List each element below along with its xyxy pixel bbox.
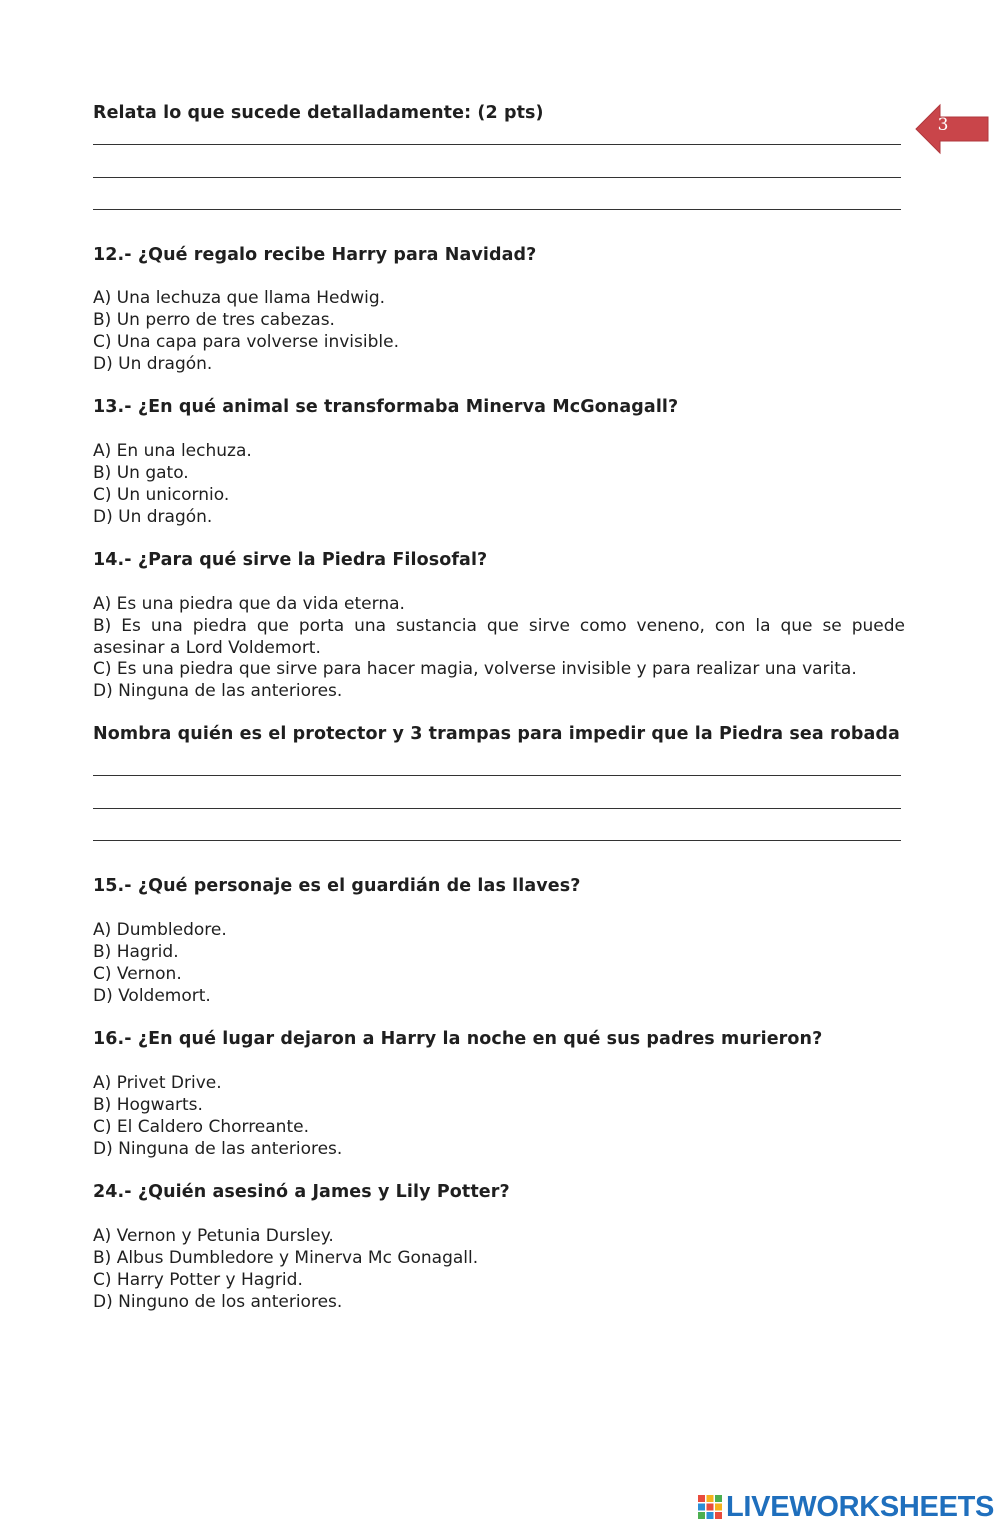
logo-blocks-icon — [698, 1495, 722, 1519]
answer-line-2[interactable] — [93, 177, 901, 178]
q13-option-b[interactable]: B) Un gato. — [93, 463, 189, 483]
q13-option-c[interactable]: C) Un unicornio. — [93, 485, 230, 505]
q12-option-d[interactable]: D) Un dragón. — [93, 354, 213, 374]
q15-option-d[interactable]: D) Voldemort. — [93, 986, 211, 1006]
q15-option-b[interactable]: B) Hagrid. — [93, 942, 179, 962]
q16-option-a[interactable]: A) Privet Drive. — [93, 1073, 222, 1093]
answer-line-5[interactable] — [93, 808, 901, 809]
answer-line-6[interactable] — [93, 840, 901, 841]
answer-line-3[interactable] — [93, 209, 901, 210]
page-number: 3 — [937, 115, 949, 135]
liveworksheets-logo[interactable] — [698, 1492, 998, 1522]
logo-wordmark: LIVEWORKSHEETS — [726, 1491, 995, 1523]
nombra-heading: Nombra quién es el protector y 3 trampas para impedir que la Piedra sea robada — [93, 724, 900, 744]
question-15-heading: 15.- ¿Qué personaje es el guardián de las llaves? — [93, 876, 581, 896]
q14-option-b[interactable]: B) Es una piedra que porta una sustancia que sirve como veneno, con la que se puede asesinar a Lord Voldemort. — [93, 616, 905, 658]
q13-option-a[interactable]: A) En una lechuza. — [93, 441, 252, 461]
answer-line-4[interactable] — [93, 775, 901, 776]
q14-option-c[interactable]: C) Es una piedra que sirve para hacer magia, volverse invisible y para realizar una varita. — [93, 659, 857, 679]
q24-option-a[interactable]: A) Vernon y Petunia Dursley. — [93, 1226, 334, 1246]
q15-option-c[interactable]: C) Vernon. — [93, 964, 182, 984]
answer-line-1[interactable] — [93, 144, 901, 145]
q16-option-c[interactable]: C) El Caldero Chorreante. — [93, 1117, 309, 1137]
q24-option-d[interactable]: D) Ninguno de los anteriores. — [93, 1292, 343, 1312]
question-16-heading: 16.- ¿En qué lugar dejaron a Harry la noche en qué sus padres murieron? — [93, 1029, 823, 1049]
q12-option-a[interactable]: A) Una lechuza que llama Hedwig. — [93, 288, 386, 308]
page-number-badge — [914, 103, 990, 155]
question-13-heading: 13.- ¿En qué animal se transformaba Minerva McGonagall? — [93, 397, 679, 417]
question-24-heading: 24.- ¿Quién asesinó a James y Lily Potter? — [93, 1182, 510, 1202]
relata-heading: Relata lo que sucede detalladamente: (2 pts) — [93, 103, 544, 123]
question-12-heading: 12.- ¿Qué regalo recibe Harry para Navidad? — [93, 245, 537, 265]
q13-option-d[interactable]: D) Un dragón. — [93, 507, 213, 527]
q14-option-d[interactable]: D) Ninguna de las anteriores. — [93, 681, 343, 701]
q14-option-a[interactable]: A) Es una piedra que da vida eterna. — [93, 594, 405, 614]
q12-option-c[interactable]: C) Una capa para volverse invisible. — [93, 332, 399, 352]
q12-option-b[interactable]: B) Un perro de tres cabezas. — [93, 310, 335, 330]
q24-option-b[interactable]: B) Albus Dumbledore y Minerva Mc Gonagall. — [93, 1248, 479, 1268]
q24-option-c[interactable]: C) Harry Potter y Hagrid. — [93, 1270, 303, 1290]
q15-option-a[interactable]: A) Dumbledore. — [93, 920, 227, 940]
q16-option-b[interactable]: B) Hogwarts. — [93, 1095, 203, 1115]
question-14-heading: 14.- ¿Para qué sirve la Piedra Filosofal? — [93, 550, 488, 570]
q16-option-d[interactable]: D) Ninguna de las anteriores. — [93, 1139, 343, 1159]
